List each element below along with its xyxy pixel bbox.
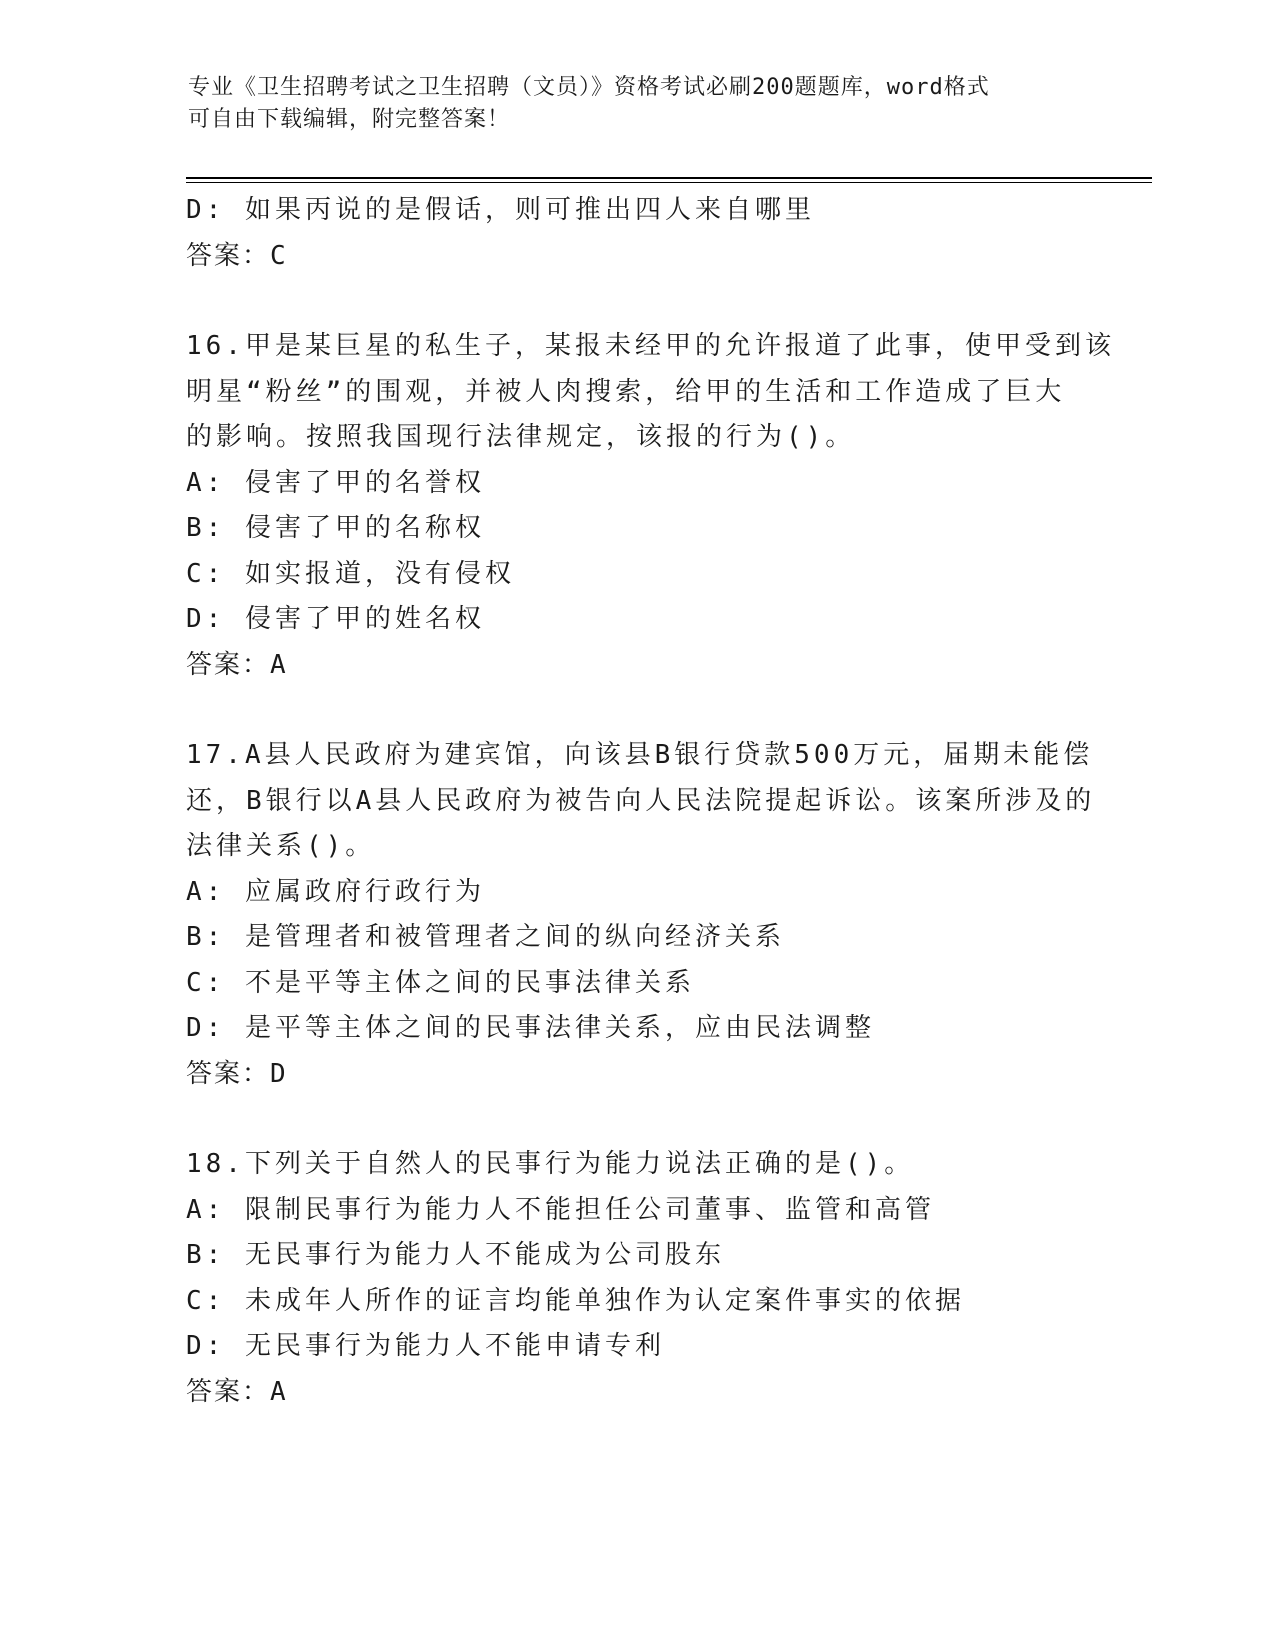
question-16-option-a: A: 侵害了甲的名誉权 xyxy=(186,467,485,498)
header-line-1: 专业《卫生招聘考试之卫生招聘（文员）》资格考试必刷200题题库，word格式 xyxy=(188,75,990,100)
question-18-option-c: C: 未成年人所作的证言均能单独作为认定案件事实的依据 xyxy=(186,1285,965,1316)
question-16-option-c: C: 如实报道，没有侵权 xyxy=(186,558,515,589)
question-18 xyxy=(186,1142,1086,1415)
header-divider-thick xyxy=(186,177,1152,179)
question-16-option-d: D: 侵害了甲的姓名权 xyxy=(186,604,485,634)
question-17-option-b: B: 是管理者和被管理者之间的纵向经济关系 xyxy=(186,922,785,952)
question-16-answer: 答案：A xyxy=(186,649,288,680)
question-16-stem-line-3: 的影响。按照我国现行法律规定，该报的行为()。 xyxy=(186,422,856,452)
prev-option-d: D: 如果丙说的是假话，则可推出四人来自哪里 xyxy=(186,195,815,225)
question-16-stem-line-2: 明星“粉丝”的围观，并被人肉搜索，给甲的生活和工作造成了巨大 xyxy=(186,376,1066,407)
question-17-stem-line-2: 还，B银行以A县人民政府为被告向人民法院提起诉讼。该案所涉及的 xyxy=(186,785,1096,816)
question-16-stem-line-1: 16.甲是某巨星的私生子，某报未经甲的允许报道了此事，使甲受到该 xyxy=(186,331,1115,361)
question-17-stem-line-3: 法律关系()。 xyxy=(186,831,376,861)
question-17 xyxy=(186,733,1096,1097)
question-18-option-d: D: 无民事行为能力人不能申请专利 xyxy=(186,1331,665,1361)
spacer xyxy=(186,688,1086,733)
question-16 xyxy=(186,324,1115,688)
question-17-option-c: C: 不是平等主体之间的民事法律关系 xyxy=(186,967,695,998)
question-18-answer: 答案：A xyxy=(186,1376,288,1407)
question-17-option-d: D: 是平等主体之间的民事法律关系，应由民法调整 xyxy=(186,1013,875,1043)
prev-answer: 答案：C xyxy=(186,240,288,271)
page-header xyxy=(188,72,1068,136)
question-18-stem-line-1: 18.下列关于自然人的民事行为能力说法正确的是()。 xyxy=(186,1149,915,1179)
spacer xyxy=(186,1097,1086,1142)
question-16-option-b: B: 侵害了甲的名称权 xyxy=(186,513,485,543)
header-divider-thin xyxy=(186,182,1152,183)
question-17-stem-line-1: 17.A县人民政府为建宾馆，向该县B银行贷款500万元，届期未能偿 xyxy=(186,740,1094,770)
question-17-answer: 答案：D xyxy=(186,1058,288,1089)
question-18-option-b: B: 无民事行为能力人不能成为公司股东 xyxy=(186,1240,725,1270)
header-line-2: 可自由下载编辑，附完整答案！ xyxy=(188,107,511,132)
question-17-option-a: A: 应属政府行政行为 xyxy=(186,876,485,907)
spacer xyxy=(186,279,1086,324)
question-content xyxy=(186,188,1115,1415)
question-18-option-a: A: 限制民事行为能力人不能担任公司董事、监管和高管 xyxy=(186,1194,935,1225)
